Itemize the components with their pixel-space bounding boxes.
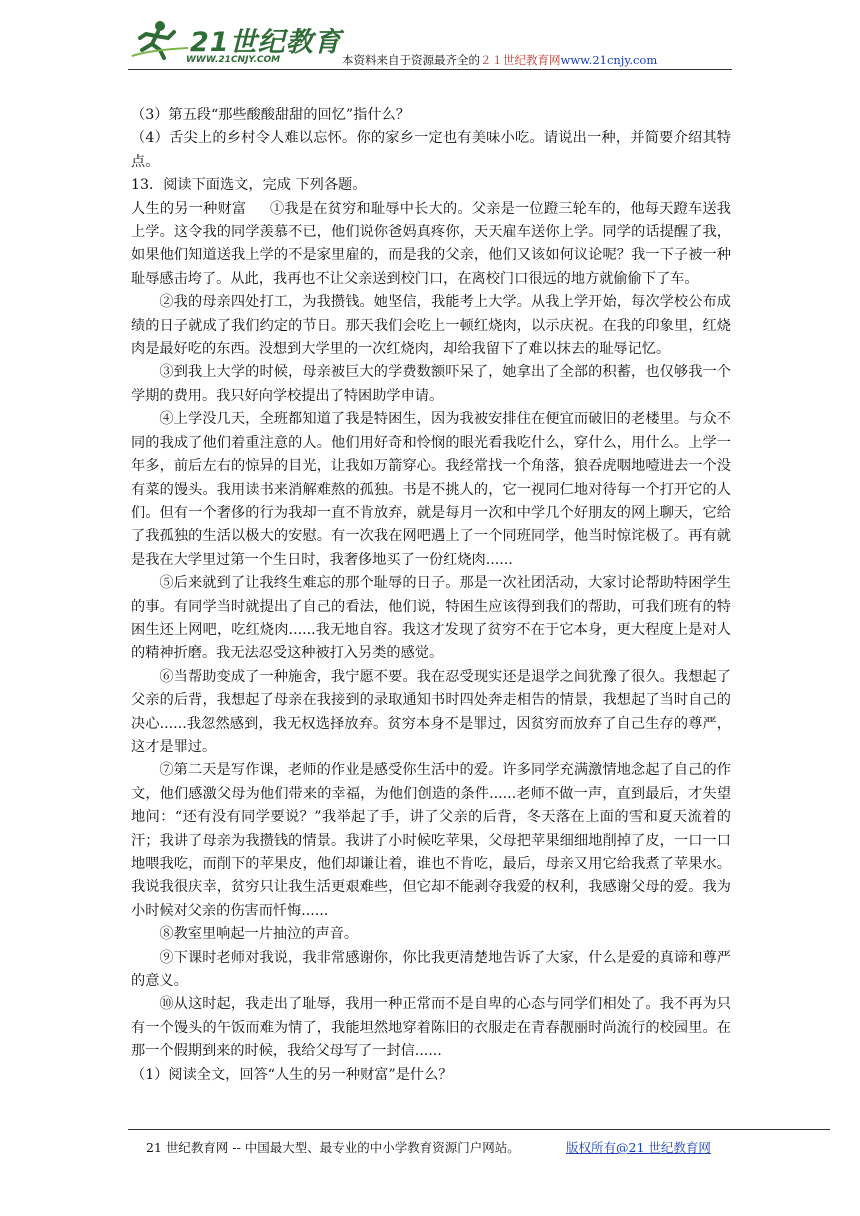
header-note-site[interactable]: ２１世纪教育网 xyxy=(480,53,561,67)
header-note-prefix: 本资料来自于资源最齐全的 xyxy=(342,53,480,67)
article-paragraph-1: ①我是在贫穷和耻辱中长大的。父亲是一位蹬三轮车的，他每天蹬车送我上学。这令我的同学羡慕不已，他们说你爸妈真疼你，天天雇车送你上学。同学的话提醒了我，如果他们知道送我上学的不是家里雇的，而是我的父亲，他们又该如何议论呢？我一下子被一种耻辱感击垮了。从此，我再也不让父亲送到校门口，在离校门口很远的地方就偷偷下了车。 xyxy=(131,200,731,287)
document-body xyxy=(131,104,731,1087)
article-paragraph-6: ⑥当帮助变成了一种施舍，我宁愿不要。我在忍受现实还是退学之间犹豫了很久。我想起了父亲的后背，我想起了母亲在我接到的录取通知书时四处奔走相告的情景，我想起了当时自己的决心......我忽然感到，我无权选择放弃。贫穷本身不是罪过，因贫穷而放弃了自己生存的尊严，这才是罪过。 xyxy=(131,668,731,755)
article-title: 人生的另一种财富 xyxy=(131,200,247,217)
question-4: （4）舌尖上的乡村令人难以忘怀。你的家乡一定也有美味小吃。请说出一种，并简要介绍其特点。 xyxy=(131,130,731,170)
footer-divider xyxy=(128,1129,830,1130)
runner-logo-icon xyxy=(130,20,190,60)
article-paragraph-5: ⑤后来就到了让我终生难忘的那个耻辱的日子。那是一次社团活动，大家讨论帮助特困学生的事。有同学当时就提出了自己的看法，他们说，特困生应该得到我们的帮助，可我们班有的特困生还上网吧，吃红烧肉......我无地自容。我这才发现了贫穷不在于它本身，更大程度上是对人的精神折磨。我无法忍受这种被打入另类的感觉。 xyxy=(131,575,731,662)
question-1: （1）阅读全文，回答“人生的另一种财富”是什么？ xyxy=(131,1066,453,1083)
section-13-heading: 13．阅读下面选文，完成 下列各题。 xyxy=(131,177,367,194)
article-paragraph-10: ⑩从这时起，我走出了耻辱，我用一种正常而不是自卑的心态与同学们相处了。我不再为只有一个馒头的午饭而难为情了，我能坦然地穿着陈旧的衣服走在青春靓丽时尚流行的校园里。在那一个假期到来的时候，我给父母写了一封信...... xyxy=(131,996,731,1060)
article-paragraph-4: ④上学没几天，全班都知道了我是特困生，因为我被安排住在便宜而破旧的老楼里。与众不同的我成了他们着重注意的人。他们用好奇和怜悯的眼光看我吃什么，穿什么，用什么。上学一年多，前后左右的惊异的目光，让我如万箭穿心。我经常找一个角落，狼吞虎咽地噎进去一个没有菜的馒头。我用读书来消解难熬的孤独。书是不挑人的，它一视同仁地对待每一个打开它的人们。但有一个奢侈的行为我却一直不肯放弃，就是每月一次和中学几个好朋友的网上聊天，它给了我孤独的生活以极大的安慰。有一次我在网吧遇上了一个同班同学，他当时惊诧极了。再有就是我在大学里过第一个生日时，我奢侈地买了一份红烧肉...... xyxy=(131,411,731,568)
article-paragraph-2: ②我的母亲四处打工，为我攒钱。她坚信，我能考上大学。从我上学开始，每次学校公布成绩的日子就成了我们约定的节日。那天我们会吃上一顿红烧肉，以示庆祝。在我的印象里，红烧肉是最好吃的东西。没想到大学里的一次红烧肉，却给我留下了难以抹去的耻辱记忆。 xyxy=(131,294,731,358)
page-header xyxy=(128,18,732,72)
question-3: （3）第五段“那些酸酸甜甜的回忆”指什么？ xyxy=(131,107,410,123)
header-divider xyxy=(128,69,732,70)
footer-text: 21 世纪教育网 -- 中国最大型、最专业的中小学教育资源门户网站。 xyxy=(146,1140,520,1155)
logo-url: WWW.21CNJY.COM xyxy=(186,55,281,65)
article-paragraph-8: ⑧教室里响起一片抽泣的声音。 xyxy=(159,926,359,943)
header-note xyxy=(342,52,657,68)
article-first-paragraph xyxy=(131,198,731,292)
logo-title: 21世纪教育 xyxy=(190,27,342,58)
copyright-link[interactable]: 版权所有@21 世纪教育网 xyxy=(566,1140,711,1155)
article-paragraph-9: ⑨下课时老师对我说，我非常感谢你，你比我更清楚地告诉了大家，什么是爱的真谛和尊严的意义。 xyxy=(131,949,731,990)
header-note-url[interactable]: www.21cnjy.com xyxy=(560,53,658,67)
article-paragraph-7: ⑦第二天是写作课，老师的作业是感受你生活中的爱。许多同学充满激情地念起了自己的作文，他们感激父母为他们带来的幸福，为他们创造的条件......老师不做一声，直到最后，才失望地问：“还有没有同学要说？”我举起了手，讲了父亲的后背，冬天落在上面的雪和夏天流着的汗；我讲了母亲为我攒钱的情景。我讲了小时候吃苹果，父母把苹果细细地削掉了皮，一口一口地喂我吃，而削下的苹果皮，他们却谦让着，谁也不肯吃，最后，母亲又用它给我煮了苹果水。我说我很庆幸，贫穷只让我生活更艰难些，但它却不能剥夺我爱的权利，我感谢父母的爱。我为小时候对父亲的伤害而忏悔...... xyxy=(131,762,731,919)
article-paragraph-3: ③到我上大学的时候，母亲被巨大的学费数额吓呆了，她拿出了全部的积蓄，也仅够我一个学期的费用。我只好向学校提出了特困助学申请。 xyxy=(131,364,731,404)
page-footer xyxy=(146,1138,746,1156)
logo xyxy=(128,18,342,72)
